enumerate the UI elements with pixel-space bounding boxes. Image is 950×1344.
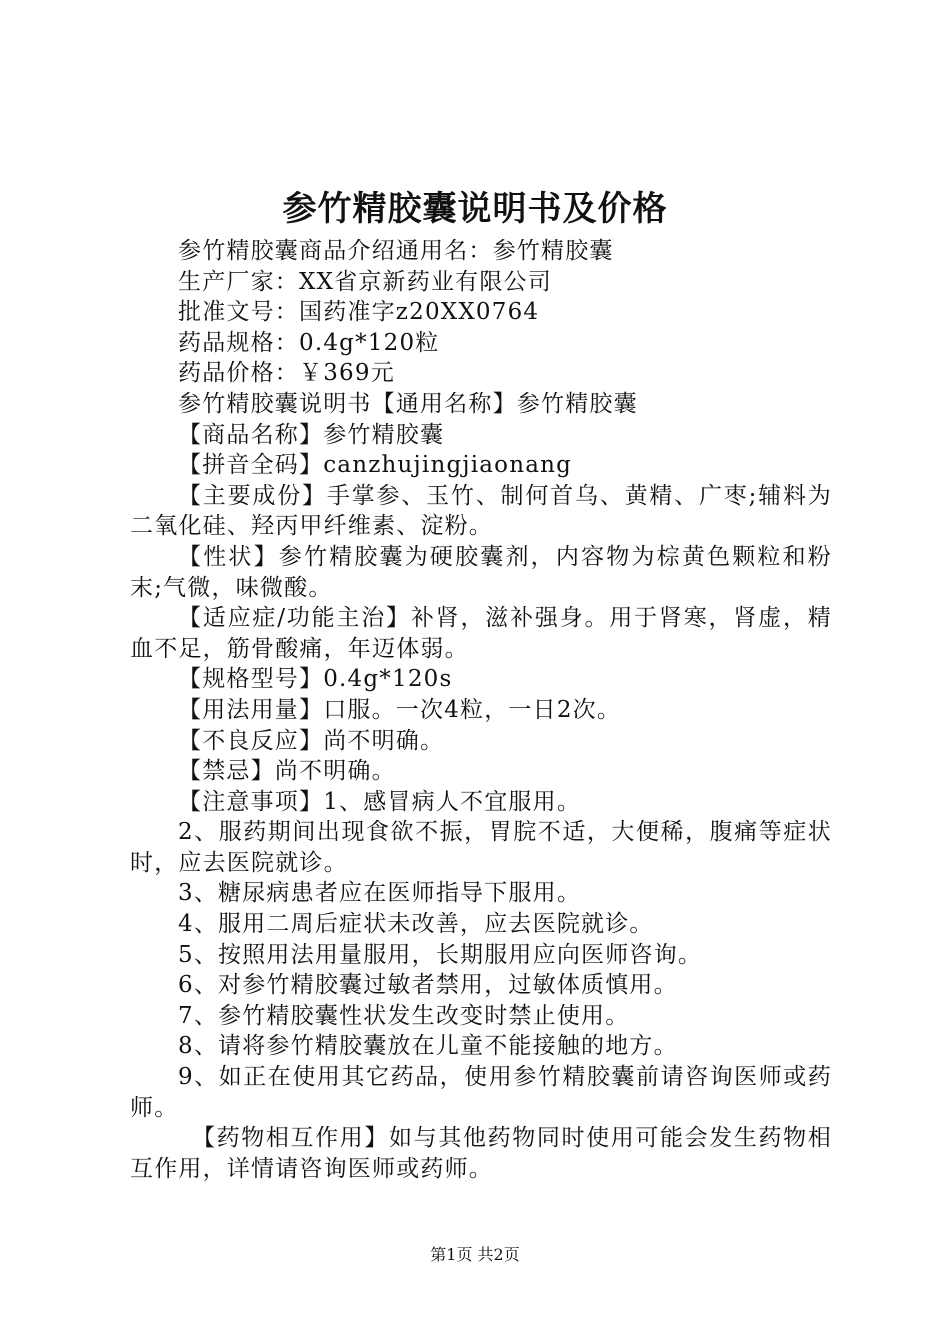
paragraph-model: 【规格型号】0.4g*120s <box>178 666 453 693</box>
paragraph-precautions-1: 【注意事项】1、感冒病人不宜服用。 <box>178 788 582 815</box>
paragraph-price: 药品价格：￥369元 <box>178 360 395 387</box>
paragraph-manufacturer: 生产厂家：XX省京新药业有限公司 <box>178 268 552 295</box>
paragraph-indications: 【适应症/功能主治】补肾，滋补强身。用于肾寒，肾虚，精血不足，筋骨酸痛，年迈体弱。 <box>130 605 832 662</box>
paragraph-dosage: 【用法用量】口服。一次4粒，一日2次。 <box>178 696 622 723</box>
paragraph-pinyin-code: 【拼音全码】canzhujingjiaonang <box>178 452 573 479</box>
paragraph-trade-name: 【商品名称】参竹精胶囊 <box>178 421 445 448</box>
paragraph-precautions-8: 8、请将参竹精胶囊放在儿童不能接触的地方。 <box>178 1033 678 1060</box>
paragraph-product-intro: 参竹精胶囊商品介绍通用名：参竹精胶囊 <box>178 238 614 264</box>
paragraph-precautions-9: 9、如正在使用其它药品，使用参竹精胶囊前请咨询医师或药师。 <box>130 1064 832 1121</box>
paragraph-common-name: 参竹精胶囊说明书【通用名称】参竹精胶囊 <box>178 390 638 417</box>
paragraph-approval-number: 批准文号：国药准字z20XX0764 <box>178 299 540 326</box>
paragraph-precautions-3: 3、糖尿病患者应在医师指导下服用。 <box>178 880 582 907</box>
paragraph-precautions-2: 2、服药期间出现食欲不振，胃脘不适，大便稀，腹痛等症状时，应去医院就诊。 <box>130 819 832 876</box>
paragraph-appearance: 【性状】参竹精胶囊为硬胶囊剂，内容物为棕黄色颗粒和粉末;气微，味微酸。 <box>130 543 832 601</box>
page-number-footer: 第1页 共2页 <box>430 1245 520 1264</box>
paragraph-precautions-7: 7、参竹精胶囊性状发生改变时禁止使用。 <box>178 1002 630 1029</box>
paragraph-ingredients: 【主要成份】手掌参、玉竹、制何首乌、黄精、广枣;辅料为二氧化硅、羟丙甲纤维素、淀粉。 <box>130 482 832 540</box>
paragraph-drug-interactions: 【药物相互作用】如与其他药物同时使用可能会发生药物相互作用，详情请咨询医师或药师。 <box>130 1125 832 1182</box>
document-title: 参竹精胶囊说明书及价格 <box>282 189 668 229</box>
paragraph-specification: 药品规格：0.4g*120粒 <box>178 329 440 356</box>
paragraph-precautions-4: 4、服用二周后症状未改善，应去医院就诊。 <box>178 911 654 938</box>
paragraph-precautions-6: 6、对参竹精胶囊过敏者禁用，过敏体质慎用。 <box>178 972 678 999</box>
paragraph-contraindications: 【禁忌】尚不明确。 <box>178 758 396 785</box>
document-body <box>130 236 832 1184</box>
paragraph-adverse-reactions: 【不良反应】尚不明确。 <box>178 727 445 754</box>
paragraph-precautions-5: 5、按照用法用量服用，长期服用应向医师咨询。 <box>178 941 703 968</box>
